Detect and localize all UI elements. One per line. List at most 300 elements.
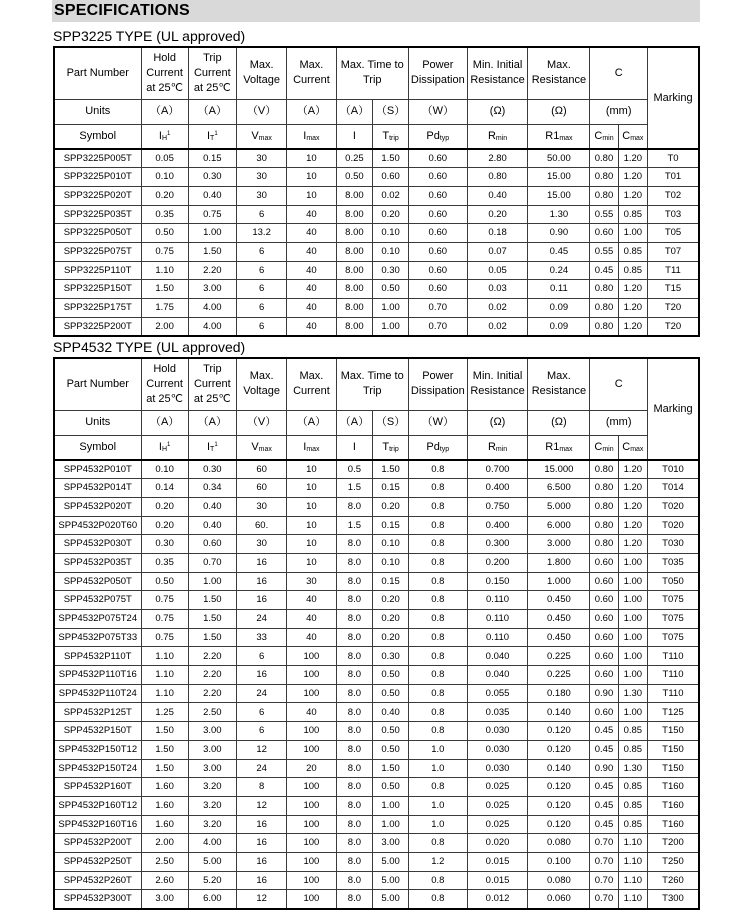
table-cell: 8.00 — [336, 186, 373, 205]
table-cell: 0.50 — [141, 572, 188, 591]
table-cell: 1.0 — [408, 796, 467, 815]
table-cell: 20 — [287, 759, 336, 778]
symbol-text: R — [487, 129, 496, 142]
table-cell: 0.040 — [467, 647, 528, 666]
table-cell: 0.15 — [373, 479, 409, 498]
table-cell: 40 — [287, 224, 336, 243]
table-row — [54, 261, 699, 280]
table-cell: 0.45 — [590, 722, 618, 741]
table-cell: 100 — [287, 684, 336, 703]
table-cell: T035 — [648, 553, 699, 572]
table-cell: 0.40 — [188, 497, 236, 516]
table-cell: 0.70 — [408, 317, 467, 336]
unit-cell: （A） — [141, 99, 188, 124]
table-cell: 100 — [287, 647, 336, 666]
table-cell: 8.0 — [336, 740, 373, 759]
table-cell: 6 — [236, 242, 286, 261]
header-max-time-to-trip: Max. Time to Trip — [336, 47, 408, 99]
table-cell: T014 — [648, 479, 699, 498]
table-cell: 0.10 — [373, 224, 409, 243]
table-cell: 4.00 — [188, 299, 236, 318]
symbol-it — [188, 124, 236, 149]
header-marking: Marking — [648, 358, 699, 460]
unit-cell: （S） — [373, 410, 409, 435]
table-cell: T160 — [648, 815, 699, 834]
table-cell: 0.60 — [590, 628, 618, 647]
symbol-subscript: max — [559, 445, 573, 453]
table-cell: 6 — [236, 205, 286, 224]
table-cell: 0.030 — [467, 740, 528, 759]
symbol-subscript: max — [258, 134, 272, 142]
table-cell: 8.0 — [336, 628, 373, 647]
table-row — [54, 666, 699, 685]
table-cell: 10 — [287, 479, 336, 498]
table-cell: T160 — [648, 778, 699, 797]
symbol-ih — [141, 124, 188, 149]
table-cell: 0.040 — [467, 666, 528, 685]
table-cell: 1.25 — [141, 703, 188, 722]
table-row — [54, 815, 699, 834]
table-cell: 0.45 — [528, 242, 590, 261]
part-number-cell: SPP4532P260T — [54, 871, 141, 890]
table-cell: 8.0 — [336, 722, 373, 741]
table-cell: 0.75 — [141, 591, 188, 610]
table-cell: 0.05 — [141, 149, 188, 168]
symbol-subscript: H — [161, 134, 168, 142]
table-cell: 50.00 — [528, 149, 590, 168]
table-cell: 0.8 — [408, 722, 467, 741]
table-cell: T150 — [648, 759, 699, 778]
unit-cell-mm: (mm) — [590, 410, 648, 435]
table-row — [54, 299, 699, 318]
table-cell: 0.85 — [618, 205, 647, 224]
spec-table-spp3225 — [53, 46, 700, 337]
table-cell: 1.00 — [188, 572, 236, 591]
part-number-cell: SPP4532P150T12 — [54, 740, 141, 759]
symbol-subscript: max — [306, 134, 320, 142]
symbol-text: R — [487, 440, 496, 453]
part-number-cell: SPP3225P010T — [54, 168, 141, 187]
symbol-subscript: min — [602, 445, 614, 453]
unit-cell: （V） — [236, 410, 286, 435]
table-cell: 30 — [287, 572, 336, 591]
symbol-label: Symbol — [54, 435, 141, 460]
symbol-i — [336, 124, 373, 149]
table-cell: 1.60 — [141, 815, 188, 834]
table-cell: 40 — [287, 703, 336, 722]
table-cell: 8.0 — [336, 591, 373, 610]
table-cell: 3.00 — [188, 722, 236, 741]
unit-cell-mm: (mm) — [590, 99, 648, 124]
table-cell: 0.120 — [528, 778, 590, 797]
table-cell: 6 — [236, 317, 286, 336]
table-cell: 0.40 — [188, 516, 236, 535]
part-number-cell: SPP4532P160T — [54, 778, 141, 797]
table-cell: T260 — [648, 871, 699, 890]
table-cell: 6.000 — [528, 516, 590, 535]
part-number-cell: SPP3225P035T — [54, 205, 141, 224]
table-cell: 0.30 — [188, 460, 236, 479]
header-trip-current: Trip Current at 25℃ — [188, 47, 236, 99]
table-cell: 0.40 — [373, 703, 409, 722]
table-cell: 3.00 — [373, 834, 409, 853]
symbol-text: I — [303, 129, 307, 142]
table-cell: 0.60 — [590, 224, 618, 243]
symbol-r1max — [528, 435, 590, 460]
table-cell: 0.20 — [373, 628, 409, 647]
symbol-label: Symbol — [54, 124, 141, 149]
symbol-subscript: max — [306, 445, 320, 453]
table-cell: 0.24 — [528, 261, 590, 280]
table-cell: T050 — [648, 572, 699, 591]
table-cell: 0.45 — [590, 815, 618, 834]
table-row — [54, 722, 699, 741]
table-row — [54, 572, 699, 591]
table-cell: 5.20 — [188, 871, 236, 890]
table-cell: 15.000 — [528, 460, 590, 479]
table-cell: 1.60 — [141, 796, 188, 815]
table-cell: 0.03 — [467, 280, 528, 299]
symbol-text: C — [594, 440, 603, 453]
table-cell: 0.34 — [188, 479, 236, 498]
table-cell: 1.00 — [618, 224, 647, 243]
symbol-text: C — [594, 129, 603, 142]
table-cell: 0.60 — [590, 703, 618, 722]
table-cell: 10 — [287, 535, 336, 554]
symbol-subscript: typ — [439, 134, 450, 142]
table-cell: 0.140 — [528, 703, 590, 722]
table-cell: 0.45 — [590, 796, 618, 815]
table-cell: 0.80 — [590, 186, 618, 205]
table-cell: 13.2 — [236, 224, 286, 243]
table-cell: 0.8 — [408, 610, 467, 629]
table-cell: 0.450 — [528, 628, 590, 647]
table-cell: 1.10 — [618, 890, 647, 909]
table-cell: 1.20 — [618, 479, 647, 498]
table-cell: 0.080 — [528, 871, 590, 890]
table-cell: 0.750 — [467, 497, 528, 516]
table-cell: 0.8 — [408, 553, 467, 572]
symbol-subscript: min — [495, 134, 508, 142]
table-cell: 1.00 — [618, 647, 647, 666]
table-cell: 0.120 — [528, 722, 590, 741]
table-cell: 100 — [287, 834, 336, 853]
part-number-cell: SPP4532P150T24 — [54, 759, 141, 778]
unit-cell: (Ω) — [528, 99, 590, 124]
table-cell: 0.75 — [141, 610, 188, 629]
part-number-cell: SPP4532P035T — [54, 553, 141, 572]
unit-cell: （A） — [188, 99, 236, 124]
symbol-pd — [408, 124, 467, 149]
unit-cell: （A） — [336, 99, 373, 124]
table-cell: T150 — [648, 740, 699, 759]
table-cell: 0.45 — [590, 778, 618, 797]
part-number-cell: SPP3225P175T — [54, 299, 141, 318]
table-cell: 8.00 — [336, 261, 373, 280]
header-marking: Marking — [648, 47, 699, 149]
table-row — [54, 834, 699, 853]
table-cell: 8.0 — [336, 572, 373, 591]
symbol-text: I — [206, 129, 211, 142]
table-cell: 30 — [236, 497, 286, 516]
symbol-text: Pd — [426, 440, 440, 453]
table-cell: 0.80 — [590, 497, 618, 516]
table-cell: 24 — [236, 610, 286, 629]
table-cell: 6 — [236, 703, 286, 722]
table-cell: 0.50 — [373, 778, 409, 797]
symbol-text: T — [382, 440, 390, 453]
table-cell: 0.8 — [408, 834, 467, 853]
table-row — [54, 460, 699, 479]
part-number-cell: SPP4532P014T — [54, 479, 141, 498]
table-cell: 1.50 — [188, 591, 236, 610]
symbol-text: V — [251, 440, 259, 453]
symbol-cmin — [590, 435, 618, 460]
part-number-cell: SPP3225P150T — [54, 280, 141, 299]
table-cell: 0.70 — [188, 553, 236, 572]
table-cell: 100 — [287, 666, 336, 685]
table-cell: 0.60 — [408, 149, 467, 168]
symbol-vmax — [236, 435, 286, 460]
page-title: SPECIFICATIONS — [54, 2, 190, 19]
unit-cell: （A） — [188, 410, 236, 435]
table-cell: 0.8 — [408, 703, 467, 722]
table-cell: 0.85 — [618, 261, 647, 280]
table-cell: T075 — [648, 610, 699, 629]
table-cell: 0.55 — [590, 242, 618, 261]
symbol-rmin — [467, 124, 528, 149]
table-row — [54, 242, 699, 261]
table-cell: 60 — [236, 479, 286, 498]
table-cell: 0.60 — [408, 261, 467, 280]
table-cell: 8 — [236, 778, 286, 797]
table-cell: 0.700 — [467, 460, 528, 479]
table-row — [54, 497, 699, 516]
table-cell: 0.120 — [528, 815, 590, 834]
table-cell: 40 — [287, 280, 336, 299]
table-cell: 6 — [236, 261, 286, 280]
table-cell: 0.450 — [528, 610, 590, 629]
part-number-cell: SPP4532P075T — [54, 591, 141, 610]
table-cell: 0.025 — [467, 778, 528, 797]
table-cell: 1.20 — [618, 168, 647, 187]
table-cell: 1.20 — [618, 516, 647, 535]
table-cell: 0.90 — [590, 759, 618, 778]
table-cell: 1.10 — [141, 261, 188, 280]
symbol-ttrip — [373, 435, 409, 460]
part-number-cell: SPP4532P020T — [54, 497, 141, 516]
part-number-cell: SPP4532P020T60 — [54, 516, 141, 535]
table-cell: 1.0 — [408, 740, 467, 759]
symbol-text: R1 — [545, 440, 560, 453]
table-row — [54, 317, 699, 336]
table-cell: 0.80 — [590, 479, 618, 498]
table-cell: 10 — [287, 460, 336, 479]
table-cell: 0.60 — [590, 572, 618, 591]
table-cell: 100 — [287, 796, 336, 815]
part-number-cell: SPP4532P300T — [54, 890, 141, 909]
part-number-cell: SPP4532P160T12 — [54, 796, 141, 815]
table-cell: 0.80 — [590, 317, 618, 336]
table-cell: 1.10 — [618, 834, 647, 853]
symbol-subscript: max — [630, 134, 644, 142]
table-cell: T02 — [648, 186, 699, 205]
table-row — [54, 205, 699, 224]
unit-cell: （A） — [287, 410, 336, 435]
symbol-r1max — [528, 124, 590, 149]
table-cell: 0.8 — [408, 778, 467, 797]
table-cell: 10 — [287, 149, 336, 168]
table-cell: 12 — [236, 890, 286, 909]
table-cell: 12 — [236, 796, 286, 815]
table-cell: T075 — [648, 591, 699, 610]
table-cell: 24 — [236, 759, 286, 778]
table-cell: T250 — [648, 852, 699, 871]
symbol-text: I — [158, 440, 162, 453]
unit-cell: （A） — [141, 410, 188, 435]
table-cell: 8.00 — [336, 205, 373, 224]
table-cell: 4.00 — [188, 317, 236, 336]
table-row — [54, 168, 699, 187]
table-cell: 0.07 — [467, 242, 528, 261]
table-cell: 0.012 — [467, 890, 528, 909]
table-cell: 1.30 — [618, 759, 647, 778]
table-cell: 8.00 — [336, 242, 373, 261]
part-number-cell: SPP4532P250T — [54, 852, 141, 871]
part-number-cell: SPP3225P110T — [54, 261, 141, 280]
symbol-text: C — [622, 440, 631, 453]
table-cell: 1.20 — [618, 497, 647, 516]
table-cell: 6 — [236, 647, 286, 666]
table-cell: 16 — [236, 591, 286, 610]
table-cell: 5.00 — [373, 871, 409, 890]
table-cell: 0.030 — [467, 722, 528, 741]
part-number-cell: SPP4532P110T — [54, 647, 141, 666]
table-cell: 0.080 — [528, 834, 590, 853]
table-cell: 40 — [287, 205, 336, 224]
table-cell: 0.45 — [590, 261, 618, 280]
table-cell: 0.90 — [528, 224, 590, 243]
part-number-cell: SPP3225P050T — [54, 224, 141, 243]
table-cell: 40 — [287, 317, 336, 336]
table-row — [54, 591, 699, 610]
symbol-subscript: max — [630, 445, 644, 453]
table-cell: 1.50 — [373, 759, 409, 778]
table-cell: 8.00 — [336, 299, 373, 318]
table-cell: 16 — [236, 666, 286, 685]
table-cell: 8.0 — [336, 759, 373, 778]
part-number-cell: SPP3225P020T — [54, 186, 141, 205]
symbol-cmax — [618, 435, 647, 460]
table-cell: 1.00 — [373, 299, 409, 318]
table-cell: 0.70 — [590, 890, 618, 909]
table-row — [54, 759, 699, 778]
symbol-text: Pd — [426, 129, 440, 142]
table-cell: 5.000 — [528, 497, 590, 516]
table-cell: 0.14 — [141, 479, 188, 498]
table-cell: 1.50 — [188, 242, 236, 261]
table-cell: T110 — [648, 666, 699, 685]
table-cell: 0.8 — [408, 516, 467, 535]
header-c: C — [590, 358, 648, 410]
table-cell: 0.150 — [467, 572, 528, 591]
table-cell: 0.400 — [467, 516, 528, 535]
table-cell: 0.10 — [141, 460, 188, 479]
table-cell: 0.60 — [408, 280, 467, 299]
table-cell: T0 — [648, 149, 699, 168]
table-cell: T11 — [648, 261, 699, 280]
table-cell: 30 — [236, 149, 286, 168]
table-row — [54, 224, 699, 243]
table-cell: 8.0 — [336, 815, 373, 834]
table-cell: 6 — [236, 299, 286, 318]
symbol-i — [336, 435, 373, 460]
table-cell: 1.50 — [373, 460, 409, 479]
header-part-number: Part Number — [54, 47, 141, 99]
table-cell: 0.80 — [590, 149, 618, 168]
table-cell: 0.70 — [590, 852, 618, 871]
table-cell: 0.8 — [408, 479, 467, 498]
table-cell: 1.20 — [618, 317, 647, 336]
table-cell: 1.20 — [618, 535, 647, 554]
table-cell: 0.140 — [528, 759, 590, 778]
table-cell: 0.85 — [618, 242, 647, 261]
table-cell: 0.015 — [467, 871, 528, 890]
table-cell: T01 — [648, 168, 699, 187]
table-cell: 1.5 — [336, 516, 373, 535]
symbol-subscript: T — [210, 445, 215, 453]
table-cell: 0.20 — [373, 610, 409, 629]
part-number-cell: SPP4532P050T — [54, 572, 141, 591]
table-cell: 0.5 — [336, 460, 373, 479]
table-cell: 0.05 — [467, 261, 528, 280]
symbol-ttrip — [373, 124, 409, 149]
symbol-text: I — [303, 440, 307, 453]
table-cell: 4.00 — [188, 834, 236, 853]
table-cell: 3.20 — [188, 815, 236, 834]
table-cell: 1.20 — [618, 149, 647, 168]
table-cell: 1.50 — [188, 628, 236, 647]
table-cell: 1.00 — [618, 591, 647, 610]
header-max-voltage: Max. Voltage — [236, 47, 286, 99]
table-cell: 0.80 — [590, 516, 618, 535]
table-cell: 0.8 — [408, 684, 467, 703]
symbol-subscript: min — [495, 445, 508, 453]
table-cell: 0.15 — [188, 149, 236, 168]
table-cell: 0.30 — [188, 168, 236, 187]
table-cell: 0.15 — [373, 516, 409, 535]
table-cell: 100 — [287, 871, 336, 890]
table-cell: 0.060 — [528, 890, 590, 909]
table-cell: 0.09 — [528, 299, 590, 318]
table-cell: 6.500 — [528, 479, 590, 498]
table-cell: 0.100 — [528, 852, 590, 871]
unit-cell: （A） — [287, 99, 336, 124]
table-cell: 1.10 — [141, 666, 188, 685]
table-cell: 0.110 — [467, 628, 528, 647]
table-cell: 0.60 — [408, 242, 467, 261]
table-cell: 1.00 — [373, 317, 409, 336]
header-max-resistance: Max. Resistance — [528, 358, 590, 410]
table-cell: 2.20 — [188, 684, 236, 703]
table-cell: 0.120 — [528, 740, 590, 759]
units-label: Units — [54, 410, 141, 435]
table-cell: 0.50 — [373, 740, 409, 759]
header-c: C — [590, 47, 648, 99]
table-cell: 6 — [236, 280, 286, 299]
table-cell: 0.8 — [408, 591, 467, 610]
table-cell: 0.20 — [141, 516, 188, 535]
